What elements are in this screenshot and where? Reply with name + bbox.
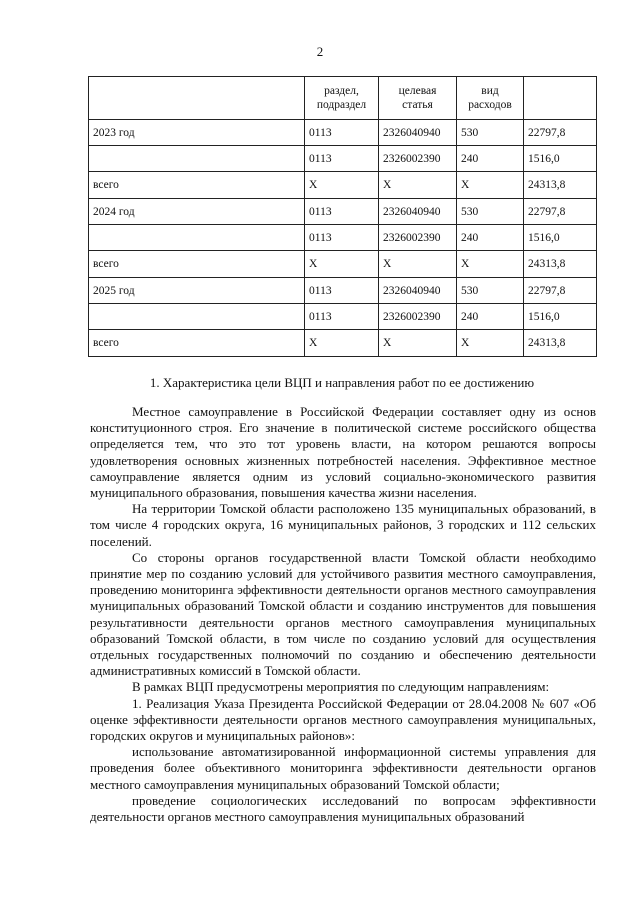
row-label: всего — [89, 172, 305, 199]
section-cell: Х — [305, 172, 379, 199]
header-cell: раздел, подраздел — [305, 77, 379, 120]
type-cell: 240 — [457, 304, 524, 330]
amount-cell: 24313,8 — [524, 251, 597, 278]
paragraph: В рамках ВЦП предусмотрены мероприятия по следующим направлениям: — [132, 679, 550, 695]
row-label: всего — [89, 330, 305, 357]
amount-cell: 24313,8 — [524, 330, 597, 357]
header-cell: вид расходов — [457, 77, 524, 120]
header-cell — [524, 77, 597, 120]
paragraph: проведение социологических исследований по вопросам эффективности деятельности органов местного самоуправления муниципальных образований — [90, 792, 596, 825]
row-label: всего — [89, 251, 305, 278]
row-label — [89, 304, 305, 330]
section-cell: 0113 — [305, 278, 379, 304]
type-cell: 530 — [457, 199, 524, 225]
type-cell: 530 — [457, 120, 524, 146]
article-cell: 2326002390 — [379, 146, 457, 172]
paragraph: Со стороны органов государственной власти Томской области необходимо принятие мер по созданию условий для устойчивого развития местного самоуправления, проведению мониторинга эффективности деятельности органов местного самоуправления муниципальных образований Томской области и созданию инструментов для повышения результативности деятельности органов местного самоуправления муниципальных образований Томской области, в том числе по созданию условий для осуществления отдельных государственных полномочий по созданию и обеспечению деятельности административных комиссий в Томской области. — [90, 549, 596, 679]
amount-cell: 24313,8 — [524, 172, 597, 199]
section-cell: 0113 — [305, 146, 379, 172]
article-cell: 2326040940 — [379, 120, 457, 146]
table-row — [89, 304, 597, 330]
row-label: 2025 год — [89, 278, 305, 304]
row-label: 2023 год — [89, 120, 305, 146]
article-cell: 2326040940 — [379, 278, 457, 304]
section-cell: 0113 — [305, 199, 379, 225]
section-cell: Х — [305, 330, 379, 357]
amount-cell: 22797,8 — [524, 278, 597, 304]
section-cell: 0113 — [305, 120, 379, 146]
section-cell: Х — [305, 251, 379, 278]
table-row — [89, 199, 597, 225]
row-label: 2024 год — [89, 199, 305, 225]
type-cell: 240 — [457, 146, 524, 172]
article-cell: 2326002390 — [379, 225, 457, 251]
table-header-row — [89, 77, 597, 120]
table-row — [89, 146, 597, 172]
type-cell: Х — [457, 172, 524, 199]
body-text — [90, 404, 596, 825]
amount-cell: 22797,8 — [524, 120, 597, 146]
table-row — [89, 172, 597, 199]
section-heading: 1. Характеристика цели ВЦП и направления работ по ее достижению — [149, 375, 535, 390]
amount-cell: 22797,8 — [524, 199, 597, 225]
type-cell: 530 — [457, 278, 524, 304]
table-row — [89, 278, 597, 304]
section-cell: 0113 — [305, 304, 379, 330]
paragraph: использование автоматизированной информационной системы управления для проведения более объективного мониторинга эффективности деятельности органов местного самоуправления муниципальных образований Томской области; — [90, 744, 596, 792]
article-cell: 2326002390 — [379, 304, 457, 330]
type-cell: Х — [457, 251, 524, 278]
table-row — [89, 225, 597, 251]
amount-cell: 1516,0 — [524, 304, 597, 330]
header-cell: целевая статья — [379, 77, 457, 120]
amount-cell: 1516,0 — [524, 146, 597, 172]
article-cell: Х — [379, 251, 457, 278]
row-label — [89, 146, 305, 172]
table-row — [89, 120, 597, 146]
page-number: 2 — [316, 44, 324, 59]
paragraph: 1. Реализация Указа Президента Российской Федерации от 28.04.2008 № 607 «Об оценке эффективности деятельности органов местного самоуправления муниципальных, городских округов и муниципальных районов»: — [90, 695, 596, 744]
header-cell — [89, 77, 305, 120]
amount-cell: 1516,0 — [524, 225, 597, 251]
article-cell: Х — [379, 330, 457, 357]
row-label — [89, 225, 305, 251]
paragraph: На территории Томской области расположено 135 муниципальных образований, в том числе 4 городских округа, 16 муниципальных районов, 3 городских и 112 сельских поселений. — [90, 501, 596, 549]
article-cell: 2326040940 — [379, 199, 457, 225]
table-row — [89, 251, 597, 278]
article-cell: Х — [379, 172, 457, 199]
type-cell: Х — [457, 330, 524, 357]
type-cell: 240 — [457, 225, 524, 251]
paragraph: Местное самоуправление в Российской Федерации составляет одну из основ конституционного строя. Его значение в политической системе российского общества определяется тем, что это тот уровень власти, на котором решаются вопросы удовлетворения основных жизненных потребностей населения. Эффективное местное самоуправление является одним из условий социально-экономического развития муниципального образования, повышения качества жизни населения. — [90, 404, 596, 501]
budget-table — [88, 76, 597, 357]
table-row — [89, 330, 597, 357]
section-cell: 0113 — [305, 225, 379, 251]
